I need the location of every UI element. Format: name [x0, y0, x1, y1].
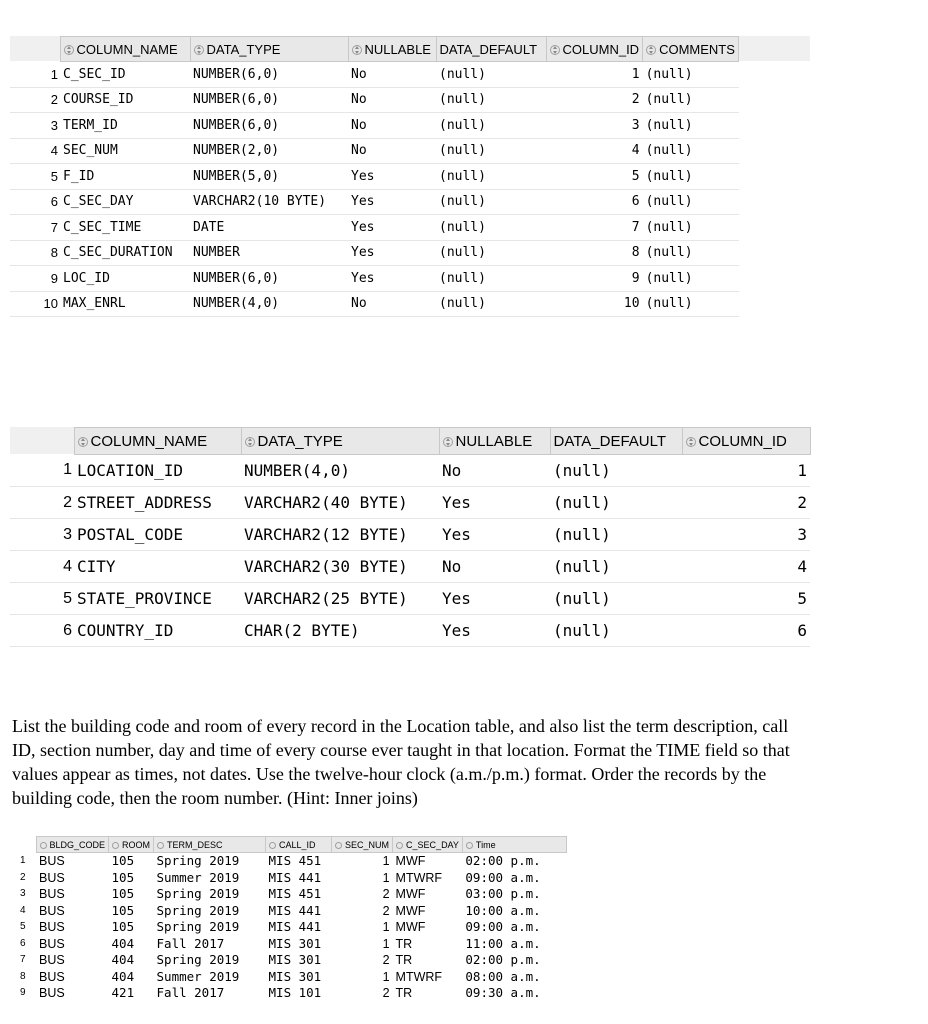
table2-row[interactable]	[10, 583, 810, 615]
table3-cell-room[interactable]: 404	[111, 935, 135, 951]
table3-cell-term[interactable]: Spring 2019	[156, 902, 240, 918]
table3-cell-call[interactable]: MIS 301	[268, 952, 322, 968]
table1-row[interactable]	[10, 189, 739, 215]
question-text: List the building code and room of every record in the Location table, and also list the term description, call ID, section number, day and time of every course ever taught in that location. Format the TIME field so that values appear as times, not dates. Use the twelve-hour clock (a.m./p.m.) format. Order the records by the building code, then the room number. (Hint: Inner joins)	[12, 716, 790, 808]
sort-icon[interactable]	[157, 842, 164, 849]
table2-header-column-name[interactable]	[74, 428, 241, 455]
sort-icon[interactable]	[78, 437, 88, 447]
table1-cell-name[interactable]: C_SEC_ID	[60, 62, 190, 88]
table3-cell-call[interactable]: MIS 301	[268, 935, 322, 951]
table1-row[interactable]	[10, 266, 739, 292]
table1-header-comments[interactable]	[643, 37, 739, 62]
table1-cell-nullable[interactable]: No	[348, 62, 436, 88]
row-number: 4	[10, 138, 60, 164]
sort-icon[interactable]	[443, 437, 453, 447]
table3-cell-time[interactable]: 11:00 a.m.	[465, 935, 541, 951]
table1-cell-type[interactable]: NUMBER(4,0)	[190, 291, 348, 317]
row-number: 10	[10, 291, 60, 317]
row-number: 7	[10, 215, 60, 241]
table2-cell-id[interactable]: 3	[682, 519, 810, 551]
header-label: DATA_DEFAULT	[553, 432, 667, 450]
table3-header-rownum	[12, 837, 36, 853]
table3-cell-term[interactable]: Summer 2019	[156, 869, 240, 885]
table1-cell-name[interactable]: F_ID	[60, 164, 190, 190]
header-label: ROOM	[122, 839, 151, 850]
table3-cell-term[interactable]: Spring 2019	[156, 853, 240, 869]
sort-icon[interactable]	[245, 437, 255, 447]
table3-cell-call[interactable]: MIS 441	[268, 902, 322, 918]
table2-row[interactable]	[10, 455, 810, 487]
table1-cell-name[interactable]: MAX_ENRL	[60, 291, 190, 317]
table2-cell-name[interactable]: LOCATION_ID	[74, 455, 241, 487]
table1-cell-type[interactable]: DATE	[190, 215, 348, 241]
table1-cell-default[interactable]: (null)	[436, 113, 546, 139]
table3-row[interactable]	[12, 903, 566, 920]
table2-row[interactable]	[10, 551, 810, 583]
sort-icon[interactable]	[646, 45, 656, 55]
table1-row[interactable]	[10, 291, 739, 317]
table1-row[interactable]	[10, 138, 739, 164]
row-number: 8	[10, 240, 60, 266]
header-label: SEC_NUM	[345, 839, 390, 850]
table3-cell-sec[interactable]: 1	[382, 920, 390, 935]
table3-cell-sec[interactable]: 2	[382, 903, 390, 918]
query-result-table	[12, 836, 567, 1002]
table3-header-row	[12, 837, 566, 853]
table3-header-bldg-code[interactable]	[36, 837, 109, 853]
table2-cell-nullable[interactable]: Yes	[439, 615, 550, 647]
header-label: COLUMN_NAME	[76, 41, 178, 57]
header-label: COMMENTS	[659, 41, 735, 57]
table3-cell-day[interactable]: MWF	[395, 903, 426, 918]
table3-cell-time[interactable]: 09:30 a.m.	[465, 985, 541, 1001]
row-number: 3	[10, 113, 60, 139]
sort-icon[interactable]	[112, 842, 119, 849]
row-number: 8	[20, 970, 26, 982]
table2-cell-type[interactable]: VARCHAR2(30 BYTE)	[241, 551, 439, 583]
table3-cell-room[interactable]: 404	[111, 952, 135, 968]
table2-cell-name[interactable]: STREET_ADDRESS	[74, 487, 241, 519]
table3-cell-time[interactable]: 08:00 a.m.	[465, 968, 541, 984]
header-label: BLDG_CODE	[49, 839, 106, 850]
table1-cell-default[interactable]: (null)	[436, 266, 546, 292]
row-number: 7	[20, 954, 26, 966]
table3-cell-room[interactable]: 105	[111, 902, 135, 918]
table2-row[interactable]	[10, 615, 810, 647]
table1-cell-nullable[interactable]: Yes	[348, 164, 436, 190]
table3-cell-term[interactable]: Spring 2019	[156, 919, 240, 935]
table1-cell-id[interactable]: 9	[546, 266, 643, 292]
table1-cell-comments[interactable]: (null)	[643, 291, 739, 317]
table3-cell-bldg[interactable]: BUS	[39, 854, 65, 869]
table3-row[interactable]	[12, 985, 566, 1002]
table3-cell-term[interactable]: Fall 2017	[156, 935, 225, 951]
row-number: 4	[10, 551, 74, 583]
table1-row[interactable]	[10, 164, 739, 190]
table1-cell-id[interactable]: 6	[546, 189, 643, 215]
table3-cell-bldg[interactable]: BUS	[39, 969, 65, 984]
row-number: 1	[10, 62, 60, 88]
table3-row[interactable]	[12, 969, 566, 986]
table2-cell-type[interactable]: NUMBER(4,0)	[241, 455, 439, 487]
table1-cell-comments[interactable]: (null)	[643, 87, 739, 113]
table1-cell-type[interactable]: NUMBER(6,0)	[190, 113, 348, 139]
table1-cell-default[interactable]: (null)	[436, 138, 546, 164]
table1-cell-default[interactable]: (null)	[436, 62, 546, 88]
table3-cell-day[interactable]: MTWRF	[395, 870, 443, 885]
table1-cell-comments[interactable]: (null)	[643, 164, 739, 190]
header-label: DATA_DEFAULT	[439, 41, 538, 57]
table2-cell-id[interactable]: 6	[682, 615, 810, 647]
sort-icon[interactable]	[466, 842, 473, 849]
table3-cell-day[interactable]: MWF	[395, 920, 426, 935]
table1-row[interactable]	[10, 215, 739, 241]
table1-cell-name[interactable]: C_SEC_DURATION	[60, 240, 190, 266]
table1-cell-comments[interactable]: (null)	[643, 189, 739, 215]
table1-cell-id[interactable]: 10	[546, 291, 643, 317]
table3-cell-bldg[interactable]: BUS	[39, 953, 65, 968]
table3-header-c-sec-day[interactable]	[393, 837, 463, 853]
table1-cell-nullable[interactable]: Yes	[348, 215, 436, 241]
table2-cell-type[interactable]: VARCHAR2(40 BYTE)	[241, 487, 439, 519]
table3-cell-call[interactable]: MIS 301	[268, 968, 322, 984]
table3-cell-term[interactable]: Spring 2019	[156, 886, 240, 902]
sort-icon[interactable]	[40, 842, 47, 849]
table1-header-rownum	[10, 37, 60, 62]
table3-cell-room[interactable]: 105	[111, 919, 135, 935]
table1-header-nullable[interactable]	[348, 37, 436, 62]
table1-cell-id[interactable]: 4	[546, 138, 643, 164]
table1-header-data-type[interactable]	[190, 37, 348, 62]
table3-cell-sec[interactable]: 1	[382, 854, 390, 869]
table2-header-data-type[interactable]	[241, 428, 439, 455]
table1-cell-default[interactable]: (null)	[436, 87, 546, 113]
table2-cell-nullable[interactable]: Yes	[439, 519, 550, 551]
table3-cell-sec[interactable]: 1	[382, 870, 390, 885]
table1-cell-name[interactable]: C_SEC_TIME	[60, 215, 190, 241]
row-number: 5	[10, 164, 60, 190]
row-number: 9	[10, 266, 60, 292]
table1-cell-id[interactable]: 2	[546, 87, 643, 113]
table1-row[interactable]	[10, 62, 739, 88]
table1-cell-comments[interactable]: (null)	[643, 215, 739, 241]
table2-header-row	[10, 428, 810, 455]
table2-cell-default[interactable]: (null)	[550, 455, 682, 487]
header-label: DATA_TYPE	[206, 41, 281, 57]
table1-cell-id[interactable]: 5	[546, 164, 643, 190]
table1-cell-nullable[interactable]: No	[348, 113, 436, 139]
table3-cell-call[interactable]: MIS 101	[268, 985, 322, 1001]
table3-cell-room[interactable]: 105	[111, 886, 135, 902]
table1-cell-type[interactable]: NUMBER(5,0)	[190, 164, 348, 190]
table1-row[interactable]	[10, 87, 739, 113]
table3-cell-room[interactable]: 404	[111, 968, 135, 984]
table3-body	[12, 853, 566, 1002]
table2-cell-default[interactable]: (null)	[550, 583, 682, 615]
table3-cell-term[interactable]: Spring 2019	[156, 952, 240, 968]
table2-cell-name[interactable]: COUNTRY_ID	[74, 615, 241, 647]
table2-header-column-id[interactable]	[682, 428, 810, 455]
table3-row[interactable]	[12, 870, 566, 887]
table3-header-call-id[interactable]	[266, 837, 332, 853]
table3-cell-sec[interactable]: 1	[382, 969, 390, 984]
sort-icon[interactable]	[396, 842, 403, 849]
table1-cell-type[interactable]: NUMBER(6,0)	[190, 266, 348, 292]
table1-body	[10, 62, 739, 317]
table1-cell-id[interactable]: 8	[546, 240, 643, 266]
table3-header-room[interactable]	[109, 837, 154, 853]
table2-cell-type[interactable]: VARCHAR2(25 BYTE)	[241, 583, 439, 615]
table1-cell-name[interactable]: COURSE_ID	[60, 87, 190, 113]
table2-cell-nullable[interactable]: Yes	[439, 583, 550, 615]
table1-cell-id[interactable]: 1	[546, 62, 643, 88]
sort-icon[interactable]	[64, 45, 74, 55]
table1-cell-nullable[interactable]: Yes	[348, 266, 436, 292]
table2-row[interactable]	[10, 519, 810, 551]
table2-cell-name[interactable]: CITY	[74, 551, 241, 583]
table1-cell-name[interactable]: C_SEC_DAY	[60, 189, 190, 215]
table2-cell-id[interactable]: 5	[682, 583, 810, 615]
table1-header-data-default[interactable]	[436, 37, 546, 62]
sort-icon[interactable]	[550, 45, 560, 55]
table1-cell-default[interactable]: (null)	[436, 189, 546, 215]
table3-cell-day[interactable]: TR	[395, 936, 413, 951]
table3-cell-term[interactable]: Summer 2019	[156, 968, 240, 984]
table2-cell-default[interactable]: (null)	[550, 519, 682, 551]
table1-cell-name[interactable]: SEC_NUM	[60, 138, 190, 164]
table3-cell-room[interactable]: 421	[111, 985, 135, 1001]
table2-cell-default[interactable]: (null)	[550, 487, 682, 519]
table3-cell-bldg[interactable]: BUS	[39, 936, 65, 951]
row-number: 6	[10, 189, 60, 215]
table1-cell-type[interactable]: VARCHAR2(10 BYTE)	[190, 189, 348, 215]
table3-header-sec-num[interactable]	[332, 837, 393, 853]
table2-cell-type[interactable]: CHAR(2 BYTE)	[241, 615, 439, 647]
row-number: 5	[20, 921, 26, 933]
table3-cell-sec[interactable]: 1	[382, 936, 390, 951]
row-number: 3	[10, 519, 74, 551]
table1-cell-comments[interactable]: (null)	[643, 138, 739, 164]
table3-cell-time[interactable]: 10:00 a.m.	[465, 902, 541, 918]
row-number: 9	[20, 987, 26, 999]
table1-cell-comments[interactable]: (null)	[643, 113, 739, 139]
header-label: TERM_DESC	[167, 839, 223, 850]
header-label: Time	[475, 839, 496, 850]
table2-body	[10, 455, 810, 647]
table3-cell-day[interactable]: MWF	[395, 854, 426, 869]
header-label: CALL_ID	[279, 839, 316, 850]
table2-cell-nullable[interactable]: No	[439, 455, 550, 487]
table3-row[interactable]	[12, 853, 566, 870]
table3-cell-time[interactable]: 02:00 p.m.	[465, 853, 541, 869]
table1-row[interactable]	[10, 240, 739, 266]
table3-cell-bldg[interactable]: BUS	[39, 887, 65, 902]
table3-cell-call[interactable]: MIS 441	[268, 869, 322, 885]
table3-cell-bldg[interactable]: BUS	[39, 903, 65, 918]
header-label: COLUMN_ID	[698, 432, 787, 450]
table3-cell-call[interactable]: MIS 451	[268, 853, 322, 869]
table1-cell-name[interactable]: TERM_ID	[60, 113, 190, 139]
table1-cell-type[interactable]: NUMBER(6,0)	[190, 87, 348, 113]
table3-cell-bldg[interactable]: BUS	[39, 986, 65, 1001]
table3-cell-day[interactable]: TR	[395, 953, 413, 968]
table1-cell-type[interactable]: NUMBER(6,0)	[190, 62, 348, 88]
table3-cell-time[interactable]: 02:00 p.m.	[465, 952, 541, 968]
table3-header-term-desc[interactable]	[154, 837, 266, 853]
row-number: 2	[10, 87, 60, 113]
table3-cell-time[interactable]: 09:00 a.m.	[465, 869, 541, 885]
table3-cell-day[interactable]: MTWRF	[395, 969, 443, 984]
table2-cell-nullable[interactable]: No	[439, 551, 550, 583]
table3-cell-bldg[interactable]: BUS	[39, 870, 65, 885]
table1-cell-id[interactable]: 3	[546, 113, 643, 139]
table1-cell-default[interactable]: (null)	[436, 215, 546, 241]
table2-row[interactable]	[10, 487, 810, 519]
table1-header-column-id[interactable]	[546, 37, 643, 62]
row-number: 6	[20, 937, 26, 949]
table1-cell-type[interactable]: NUMBER	[190, 240, 348, 266]
table3-cell-time[interactable]: 03:00 p.m.	[465, 886, 541, 902]
row-number: 1	[10, 455, 74, 487]
table3-cell-bldg[interactable]: BUS	[39, 920, 65, 935]
table2-header-rownum	[10, 428, 74, 455]
table3-cell-sec[interactable]: 2	[382, 953, 390, 968]
header-label: NULLABLE	[455, 432, 533, 450]
row-number: 2	[20, 871, 26, 883]
sort-icon[interactable]	[352, 45, 362, 55]
table1-cell-comments[interactable]: (null)	[643, 266, 739, 292]
table3-cell-call[interactable]: MIS 451	[268, 886, 322, 902]
table3-cell-sec[interactable]: 2	[382, 887, 390, 902]
table1-cell-id[interactable]: 7	[546, 215, 643, 241]
table3-cell-call[interactable]: MIS 441	[268, 919, 322, 935]
table1-cell-default[interactable]: (null)	[436, 291, 546, 317]
sort-icon[interactable]	[686, 437, 696, 447]
table1-cell-name[interactable]: LOC_ID	[60, 266, 190, 292]
row-number: 2	[10, 487, 74, 519]
table3-cell-sec[interactable]: 2	[382, 986, 390, 1001]
table1-cell-default[interactable]: (null)	[436, 240, 546, 266]
row-number: 3	[20, 888, 26, 900]
row-number: 6	[10, 615, 74, 647]
table2-cell-default[interactable]: (null)	[550, 551, 682, 583]
header-label: DATA_TYPE	[257, 432, 343, 450]
table1-cell-comments[interactable]: (null)	[643, 240, 739, 266]
row-number: 4	[20, 904, 26, 916]
table2-cell-name[interactable]: STATE_PROVINCE	[74, 583, 241, 615]
table2-cell-nullable[interactable]: Yes	[439, 487, 550, 519]
table1-cell-type[interactable]: NUMBER(2,0)	[190, 138, 348, 164]
header-label: NULLABLE	[364, 41, 431, 57]
sections-table-columns	[10, 36, 739, 317]
table1-cell-nullable[interactable]: Yes	[348, 189, 436, 215]
table3-row[interactable]	[12, 886, 566, 903]
table1-header-row	[10, 37, 739, 62]
sort-icon[interactable]	[335, 842, 342, 849]
table3-cell-room[interactable]: 105	[111, 869, 135, 885]
header-label: COLUMN_NAME	[90, 432, 208, 450]
table2-header-data-default[interactable]	[550, 428, 682, 455]
table3-cell-day[interactable]: TR	[395, 986, 413, 1001]
table3-cell-term[interactable]: Fall 2017	[156, 985, 225, 1001]
locations-table-columns	[10, 427, 811, 647]
table3-header-time[interactable]	[462, 837, 566, 853]
table1-cell-nullable[interactable]: No	[348, 138, 436, 164]
table3-row[interactable]	[12, 936, 566, 953]
table1-cell-default[interactable]: (null)	[436, 164, 546, 190]
table3-row[interactable]	[12, 919, 566, 936]
table2-cell-type[interactable]: VARCHAR2(12 BYTE)	[241, 519, 439, 551]
table3-cell-room[interactable]: 105	[111, 853, 135, 869]
table2-cell-id[interactable]: 4	[682, 551, 810, 583]
table2-header-nullable[interactable]	[439, 428, 550, 455]
table3-row[interactable]	[12, 952, 566, 969]
table1-cell-comments[interactable]: (null)	[643, 62, 739, 88]
table2-cell-id[interactable]: 1	[682, 455, 810, 487]
table2-cell-name[interactable]: POSTAL_CODE	[74, 519, 241, 551]
table2-cell-id[interactable]: 2	[682, 487, 810, 519]
sort-icon[interactable]	[269, 842, 276, 849]
header-label: C_SEC_DAY	[406, 839, 459, 850]
table3-cell-time[interactable]: 09:00 a.m.	[465, 919, 541, 935]
table1-cell-nullable[interactable]: No	[348, 87, 436, 113]
table2-cell-default[interactable]: (null)	[550, 615, 682, 647]
table1-cell-nullable[interactable]: Yes	[348, 240, 436, 266]
table1-header-column-name[interactable]	[60, 37, 190, 62]
row-number: 1	[20, 855, 26, 866]
header-label: COLUMN_ID	[562, 41, 640, 57]
table1-cell-nullable[interactable]: No	[348, 291, 436, 317]
row-number: 5	[10, 583, 74, 615]
table1-row[interactable]	[10, 113, 739, 139]
table3-cell-day[interactable]: MWF	[395, 887, 426, 902]
sort-icon[interactable]	[194, 45, 204, 55]
